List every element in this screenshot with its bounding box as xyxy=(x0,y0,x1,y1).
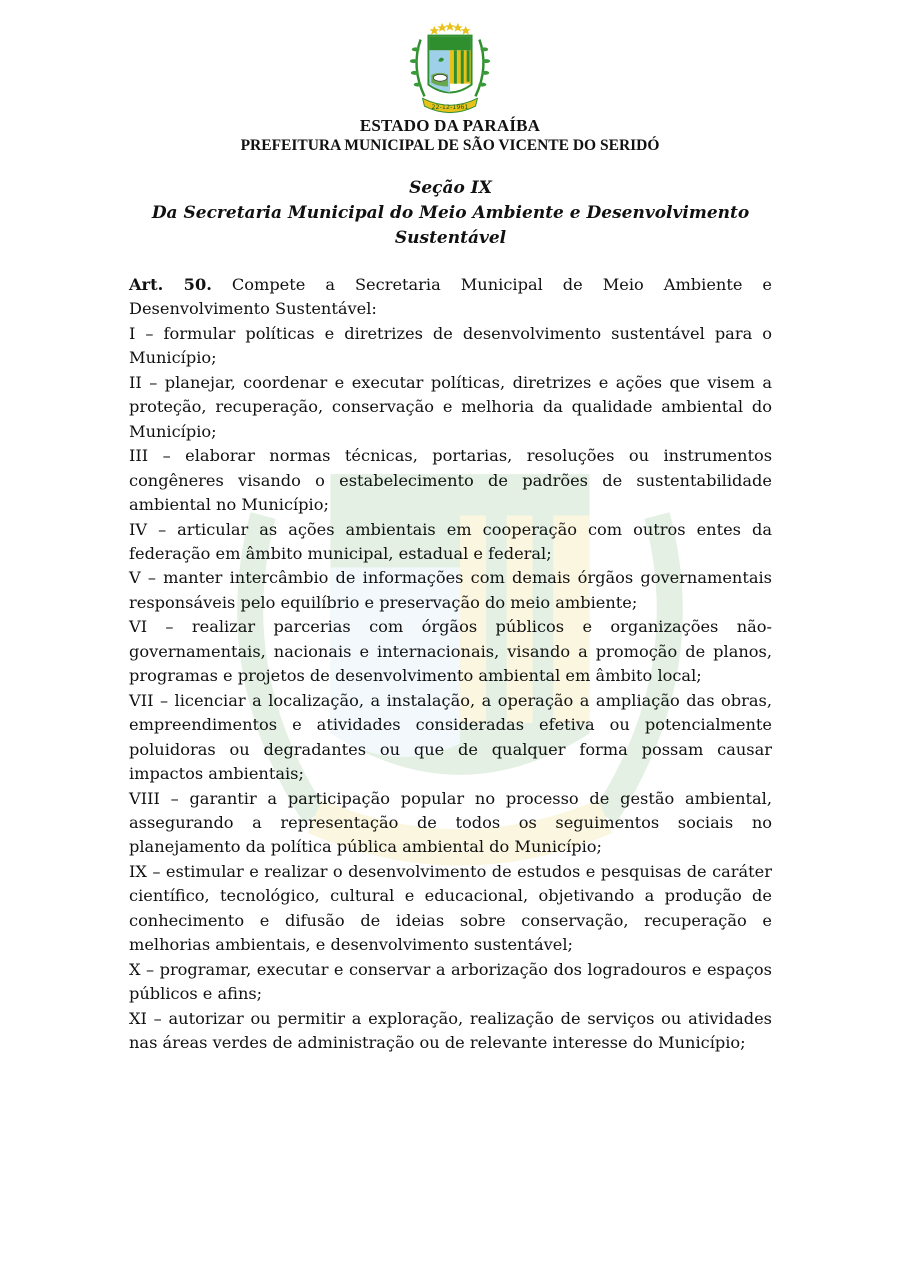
article-item: VIII – garantir a participação popular no processo de gestão ambiental, assegurando a representação de todos os seguimentos sociais no planejamento da política pública ambiental do Município; xyxy=(129,788,772,857)
section-number: Seção IX xyxy=(409,178,492,198)
letterhead xyxy=(0,18,900,155)
article-item: I – formular políticas e diretrizes de desenvolvimento sustentável para o Município; xyxy=(129,323,772,368)
article-item: XI – autorizar ou permitir a exploração, realização de serviços ou atividades nas áreas verdes de administração ou de relevante interesse do Município; xyxy=(129,1008,772,1053)
city-hall-heading: PREFEITURA MUNICIPAL DE SÃO VICENTE DO SERIDÓ xyxy=(240,137,660,154)
article-item: VII – licenciar a localização, a instalação, a operação a ampliação das obras, empreendimentos e atividades consideradas efetiva ou potencialmente poluidoras ou degradantes ou que de qualquer forma possam causar impactos ambientais; xyxy=(129,690,772,784)
article-item: X – programar, executar e conservar a arborização dos logradouros e espaços públicos e afins; xyxy=(129,959,772,1004)
article-item: V – manter intercâmbio de informações com demais órgãos governamentais responsáveis pelo equilíbrio e preservação do meio ambiente; xyxy=(129,568,772,612)
article-label: Art. 50. xyxy=(129,275,212,294)
crest-date: 22-12-1961 xyxy=(431,103,469,112)
article-item: VI – realizar parcerias com órgãos públicos e organizações não-governamentais, nacionais e internacionais, visando a promoção de planos, programas e projetos de desenvolvimento ambiental em âmbito local; xyxy=(129,617,772,686)
article-body xyxy=(129,273,772,1056)
municipal-crest-icon xyxy=(400,18,500,116)
section-title: Da Secretaria Municipal do Meio Ambiente e Desenvolvimento Sustentável xyxy=(151,203,750,248)
article-lead xyxy=(129,273,772,322)
state-heading: ESTADO DA PARAÍBA xyxy=(359,116,541,135)
article-lead-text: Compete a Secretaria Municipal de Meio Ambiente e Desenvolvimento Sustentável: xyxy=(129,275,772,319)
article-item: IV – articular as ações ambientais em cooperação com outros entes da federação em âmbito municipal, estadual e federal; xyxy=(129,519,772,563)
crest-stars xyxy=(429,22,470,35)
article-item: II – planejar, coordenar e executar políticas, diretrizes e ações que visem a proteção, recuperação, conservação e melhoria da qualidade ambiental do Município; xyxy=(129,372,772,441)
article-item: IX – estimular e realizar o desenvolvimento de estudos e pesquisas de caráter científico, tecnológico, cultural e educacional, objetivando a produção de conhecimento e difusão de ideias sobre conservação, recuperação e melhorias ambientais, e desenvolvimento sustentável; xyxy=(129,861,772,955)
section-heading xyxy=(129,176,772,251)
article-item: III – elaborar normas técnicas, portarias, resoluções ou instrumentos congêneres visando o estabelecimento de padrões de sustentabilidade ambiental no Município; xyxy=(129,446,772,515)
